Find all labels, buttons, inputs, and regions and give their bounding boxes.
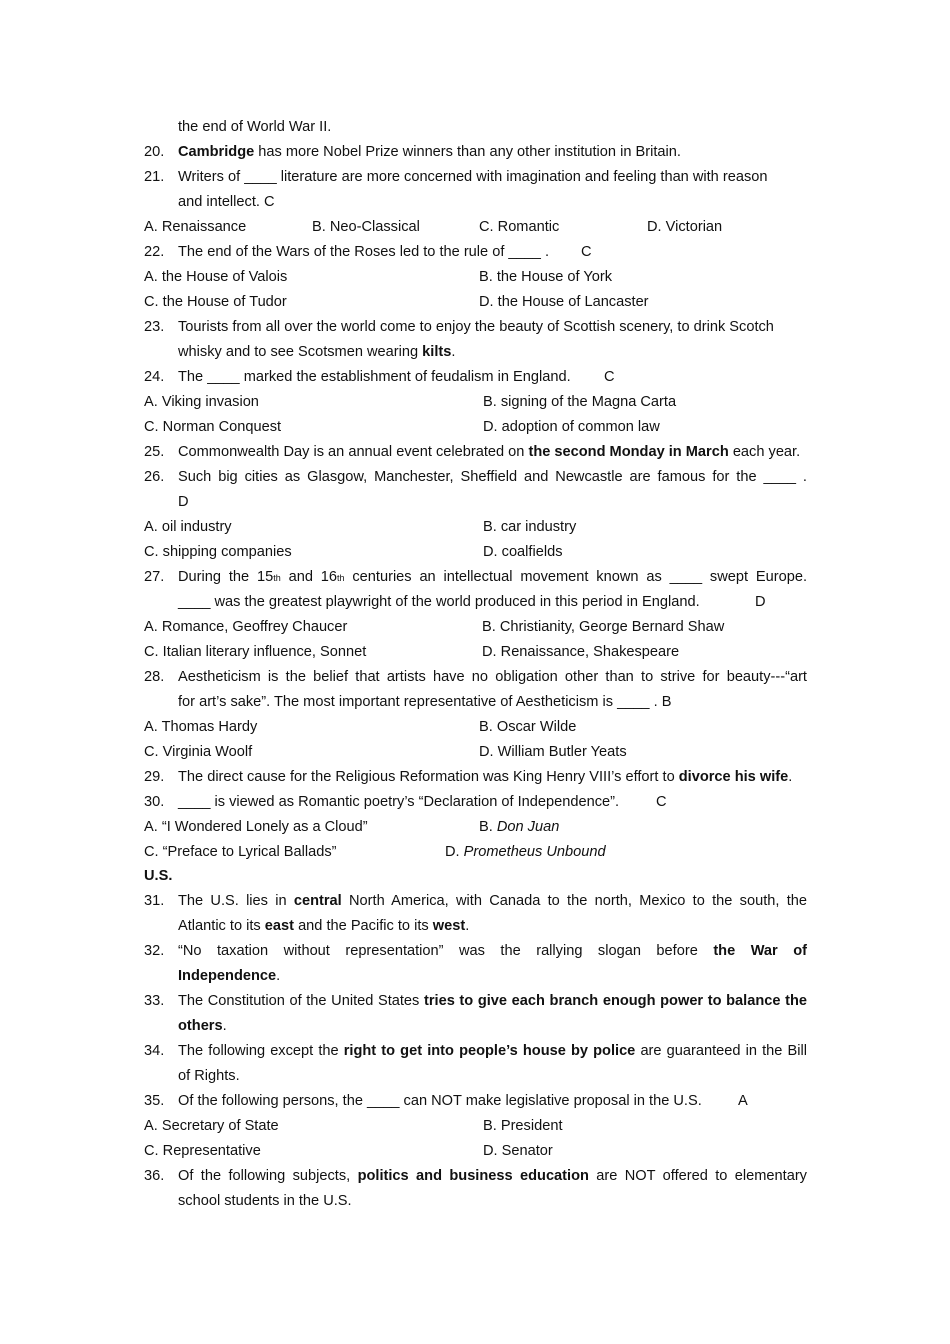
option-d: D. the House of Lancaster	[479, 294, 649, 310]
option-b: B. signing of the Magna Carta	[483, 394, 677, 410]
question-number: 36.	[144, 1168, 165, 1184]
option-b: B. President	[483, 1118, 563, 1134]
text-segment: The following except the	[178, 1043, 344, 1059]
option-c: C. “Preface to Lyrical Ballads”	[144, 844, 337, 860]
answer-key: D	[178, 494, 189, 510]
question-number: 25.	[144, 444, 165, 460]
text-segment: centuries an intellectual movement known as ____ swept Europe.	[344, 569, 807, 585]
question-text: of Rights.	[178, 1068, 240, 1084]
question-text	[178, 964, 280, 989]
text-segment: .	[451, 344, 456, 360]
bold-answer: east	[264, 918, 295, 934]
option-d: D. Senator	[483, 1143, 553, 1159]
question-number: 21.	[144, 169, 165, 185]
question-number: 24.	[144, 369, 165, 385]
option-d: D. Renaissance, Shakespeare	[482, 644, 680, 660]
text-segment: .	[465, 918, 470, 934]
question-text	[178, 765, 792, 790]
bold-answer: the second Monday in March	[528, 444, 729, 460]
text-segment: The Constitution of the United States	[178, 993, 424, 1009]
option-b: B. Christianity, George Bernard Shaw	[482, 619, 725, 635]
ordinal-suffix: th	[337, 573, 345, 583]
option-d	[445, 840, 606, 865]
question-text	[178, 914, 469, 939]
bold-answer: west	[432, 918, 466, 934]
option-b: B. Neo-Classical	[312, 219, 420, 235]
option-letter: B.	[479, 819, 497, 835]
option-c: C. the House of Tudor	[144, 294, 287, 310]
bold-answer: Cambridge	[178, 144, 255, 160]
question-text: and intellect. C	[178, 194, 275, 210]
bold-answer: others	[178, 1018, 223, 1034]
question-number: 29.	[144, 769, 165, 785]
answer-key: A	[738, 1093, 748, 1109]
option-b	[479, 815, 559, 840]
option-a: A. Viking invasion	[144, 394, 259, 410]
question-number: 23.	[144, 319, 165, 335]
question-number: 31.	[144, 893, 165, 909]
bold-answer: Independence	[178, 968, 277, 984]
option-a: A. Thomas Hardy	[144, 719, 258, 735]
option-b: B. car industry	[483, 519, 577, 535]
answer-key: D	[755, 594, 766, 610]
answer-key: C	[604, 369, 615, 385]
question-text	[178, 1014, 227, 1039]
option-c: C. Virginia Woolf	[144, 744, 253, 760]
option-a: A. oil industry	[144, 519, 232, 535]
bold-answer: kilts	[422, 344, 452, 360]
text-segment: has more Nobel Prize winners than any other institution in Britain.	[254, 144, 681, 160]
text-segment: .	[222, 1018, 227, 1034]
option-c: C. Representative	[144, 1143, 261, 1159]
question-number: 28.	[144, 669, 165, 685]
question-number: 27.	[144, 569, 165, 585]
bold-answer: the War of	[713, 943, 807, 959]
question-text: The end of the Wars of the Roses led to the rule of ____ .	[178, 244, 550, 260]
bold-answer: central	[293, 893, 342, 909]
option-d: D. William Butler Yeats	[479, 744, 627, 760]
continued-text: the end of World War II.	[178, 119, 332, 135]
question-number: 30.	[144, 794, 165, 810]
question-text: Such big cities as Glasgow, Manchester, Sheffield and Newcastle are famous for the ____ .	[178, 469, 807, 485]
option-a: A. “I Wondered Lonely as a Cloud”	[144, 819, 368, 835]
text-segment: North America, with Canada to the north, Mexico to the south, the	[341, 893, 807, 909]
question-text: Aestheticism is the belief that artists have no obligation other than to strive for beauty---“art	[178, 669, 807, 685]
option-a: A. Secretary of State	[144, 1118, 279, 1134]
option-b: B. Oscar Wilde	[479, 719, 577, 735]
question-text	[178, 340, 455, 365]
text-segment: .	[788, 769, 793, 785]
bold-answer: right to get into people’s house by police	[343, 1043, 636, 1059]
option-b: B. the House of York	[479, 269, 613, 285]
answer-key: C	[581, 244, 592, 260]
text-segment: .	[276, 968, 281, 984]
question-number: 35.	[144, 1093, 165, 1109]
option-a: A. Romance, Geoffrey Chaucer	[144, 619, 348, 635]
question-text	[178, 1164, 807, 1189]
question-number: 33.	[144, 993, 165, 1009]
option-letter: D.	[445, 844, 464, 860]
option-title: Don Juan	[496, 819, 560, 835]
text-segment: The direct cause for the Religious Reformation was King Henry VIII’s effort to	[178, 769, 679, 785]
option-c: C. Italian literary influence, Sonnet	[144, 644, 367, 660]
question-text: Of the following persons, the ____ can NOT make legislative proposal in the U.S.	[178, 1093, 702, 1109]
option-c: C. Norman Conquest	[144, 419, 282, 435]
text-segment: Atlantic to its	[178, 918, 265, 934]
option-c: C. shipping companies	[144, 544, 292, 560]
bold-answer: divorce his wife	[678, 769, 789, 785]
question-text: for art’s sake”. The most important representative of Aestheticism is ____ . B	[178, 694, 672, 710]
text-segment: “No taxation without representation” was the rallying slogan before	[178, 943, 714, 959]
option-d: D. Victorian	[647, 219, 723, 235]
question-number: 22.	[144, 244, 165, 260]
text-segment: each year.	[728, 444, 801, 460]
text-segment: are guaranteed in the Bill	[635, 1043, 807, 1059]
option-d: D. adoption of common law	[483, 419, 660, 435]
question-text	[178, 989, 807, 1014]
option-title: Prometheus Unbound	[463, 844, 606, 860]
question-text	[178, 889, 807, 914]
question-number: 26.	[144, 469, 165, 485]
question-text: school students in the U.S.	[178, 1193, 352, 1209]
question-text: The ____ marked the establishment of feudalism in England.	[178, 369, 571, 385]
text-segment: The U.S. lies in	[178, 893, 294, 909]
option-a: A. the House of Valois	[144, 269, 288, 285]
text-segment: are NOT offered to elementary	[588, 1168, 807, 1184]
question-text	[178, 440, 800, 465]
text-segment: and the Pacific to its	[294, 918, 433, 934]
question-number: 20.	[144, 144, 165, 160]
text-segment: Of the following subjects,	[178, 1168, 358, 1184]
option-c: C. Romantic	[479, 219, 560, 235]
bold-answer: politics and business education	[357, 1168, 589, 1184]
ordinal-suffix: th	[273, 573, 281, 583]
bold-answer: tries to give each branch enough power to balance the	[423, 993, 807, 1009]
option-d: D. coalfields	[483, 544, 563, 560]
question-number: 34.	[144, 1043, 165, 1059]
question-text	[178, 939, 807, 964]
section-heading: U.S.	[144, 868, 173, 884]
question-text	[178, 1039, 807, 1064]
text-segment: and 16	[280, 569, 338, 585]
text-segment: whisky and to see Scotsmen wearing	[178, 344, 423, 360]
question-text: Writers of ____ literature are more concerned with imagination and feeling than with reason	[178, 169, 768, 185]
question-text	[178, 140, 681, 165]
text-segment: Commonwealth Day is an annual event celebrated on	[178, 444, 529, 460]
question-text: ____ is viewed as Romantic poetry’s “Declaration of Independence”.	[178, 794, 620, 810]
question-text: Tourists from all over the world come to enjoy the beauty of Scottish scenery, to drink Scotch	[178, 319, 774, 335]
question-text: ____ was the greatest playwright of the world produced in this period in England.	[178, 594, 700, 610]
question-text	[178, 565, 807, 591]
option-a: A. Renaissance	[144, 219, 247, 235]
text-segment: During the 15	[178, 569, 274, 585]
question-number: 32.	[144, 943, 165, 959]
answer-key: C	[656, 794, 667, 810]
